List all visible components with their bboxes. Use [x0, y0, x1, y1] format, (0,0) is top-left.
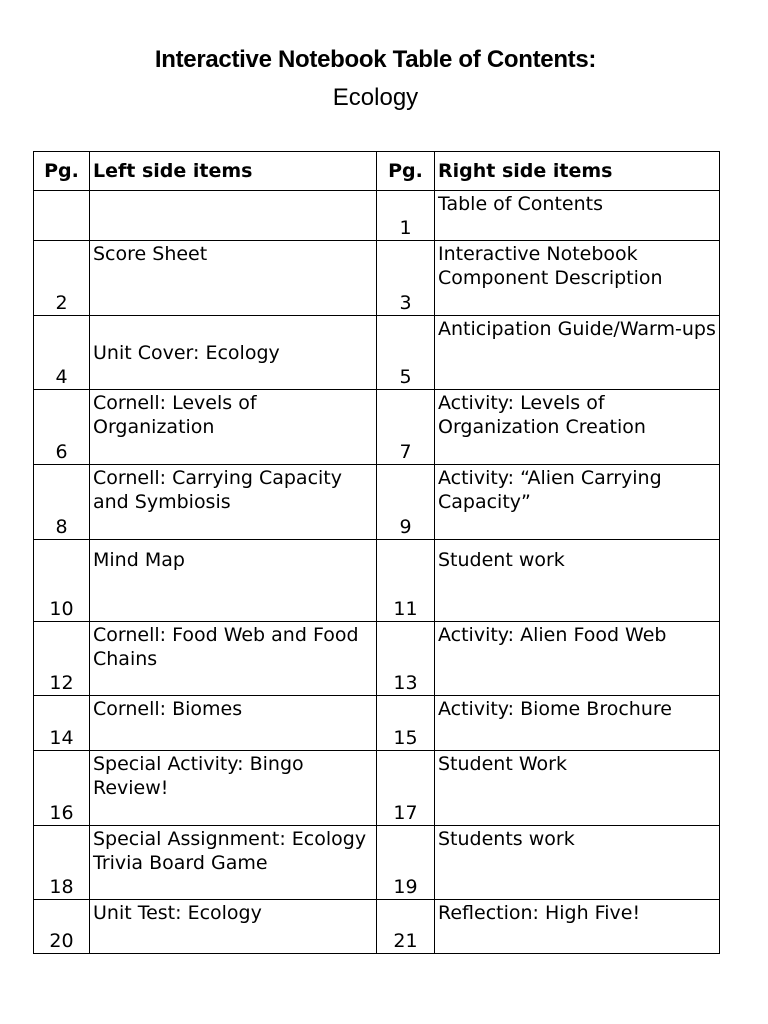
page-number-left: 2 — [34, 241, 90, 316]
page-number-left: 16 — [34, 751, 90, 826]
right-item: Activity: “Alien Carrying Capacity” — [435, 465, 720, 540]
left-item: Score Sheet — [90, 241, 377, 316]
page-number-right: 13 — [377, 622, 435, 696]
left-item: Unit Cover: Ecology — [90, 316, 377, 390]
left-item: Cornell: Carrying Capacity and Symbiosis — [90, 465, 377, 540]
table-row — [34, 826, 720, 900]
page-number-left: 18 — [34, 826, 90, 900]
page-number-right: 21 — [377, 900, 435, 954]
page-number-right: 3 — [377, 241, 435, 316]
page-number-right: 9 — [377, 465, 435, 540]
document-subtitle: Ecology — [332, 84, 419, 111]
table-row — [34, 540, 720, 622]
table-row — [34, 191, 720, 241]
right-item: Reflection: High Five! — [435, 900, 720, 954]
page-number-right: 17 — [377, 751, 435, 826]
table-row — [34, 696, 720, 751]
right-item: Activity: Biome Brochure — [435, 696, 720, 751]
page-number-left: 6 — [34, 390, 90, 465]
page-number-left: 14 — [34, 696, 90, 751]
header-left-items: Left side items — [90, 152, 377, 191]
page-number-left: 8 — [34, 465, 90, 540]
table-row — [34, 316, 720, 390]
table-row — [34, 465, 720, 540]
header-right-items: Right side items — [435, 152, 720, 191]
table-row — [34, 751, 720, 826]
right-item: Activity: Levels of Organization Creation — [435, 390, 720, 465]
header-pg-left: Pg. — [34, 152, 90, 191]
left-item: Cornell: Levels of Organization — [90, 390, 377, 465]
page-number-left — [34, 191, 90, 241]
right-item: Table of Contents — [435, 191, 720, 241]
right-item: Students work — [435, 826, 720, 900]
left-item: Cornell: Food Web and Food Chains — [90, 622, 377, 696]
right-item: Anticipation Guide/Warm-ups — [435, 316, 720, 390]
left-item: Special Assignment: Ecology Trivia Board Game — [90, 826, 377, 900]
page-number-right: 11 — [377, 540, 435, 622]
page-number-right: 1 — [377, 191, 435, 241]
document-title: Interactive Notebook Table of Contents: — [154, 46, 597, 73]
page-number-left: 4 — [34, 316, 90, 390]
left-item — [90, 191, 377, 241]
right-item: Student work — [435, 540, 720, 622]
table-row — [34, 390, 720, 465]
right-item: Interactive Notebook Component Description — [435, 241, 720, 316]
left-item: Special Activity: Bingo Review! — [90, 751, 377, 826]
table-row — [34, 622, 720, 696]
page-number-left: 10 — [34, 540, 90, 622]
left-item: Mind Map — [90, 540, 377, 622]
table-header-row — [34, 152, 720, 191]
table-row — [34, 900, 720, 954]
page-number-right: 19 — [377, 826, 435, 900]
page-number-left: 12 — [34, 622, 90, 696]
right-item: Activity: Alien Food Web — [435, 622, 720, 696]
page-number-right: 7 — [377, 390, 435, 465]
header-pg-right: Pg. — [377, 152, 435, 191]
left-item: Cornell: Biomes — [90, 696, 377, 751]
table-of-contents — [33, 151, 720, 954]
table-row — [34, 241, 720, 316]
page-number-left: 20 — [34, 900, 90, 954]
page-number-right: 15 — [377, 696, 435, 751]
left-item: Unit Test: Ecology — [90, 900, 377, 954]
right-item: Student Work — [435, 751, 720, 826]
page-number-right: 5 — [377, 316, 435, 390]
